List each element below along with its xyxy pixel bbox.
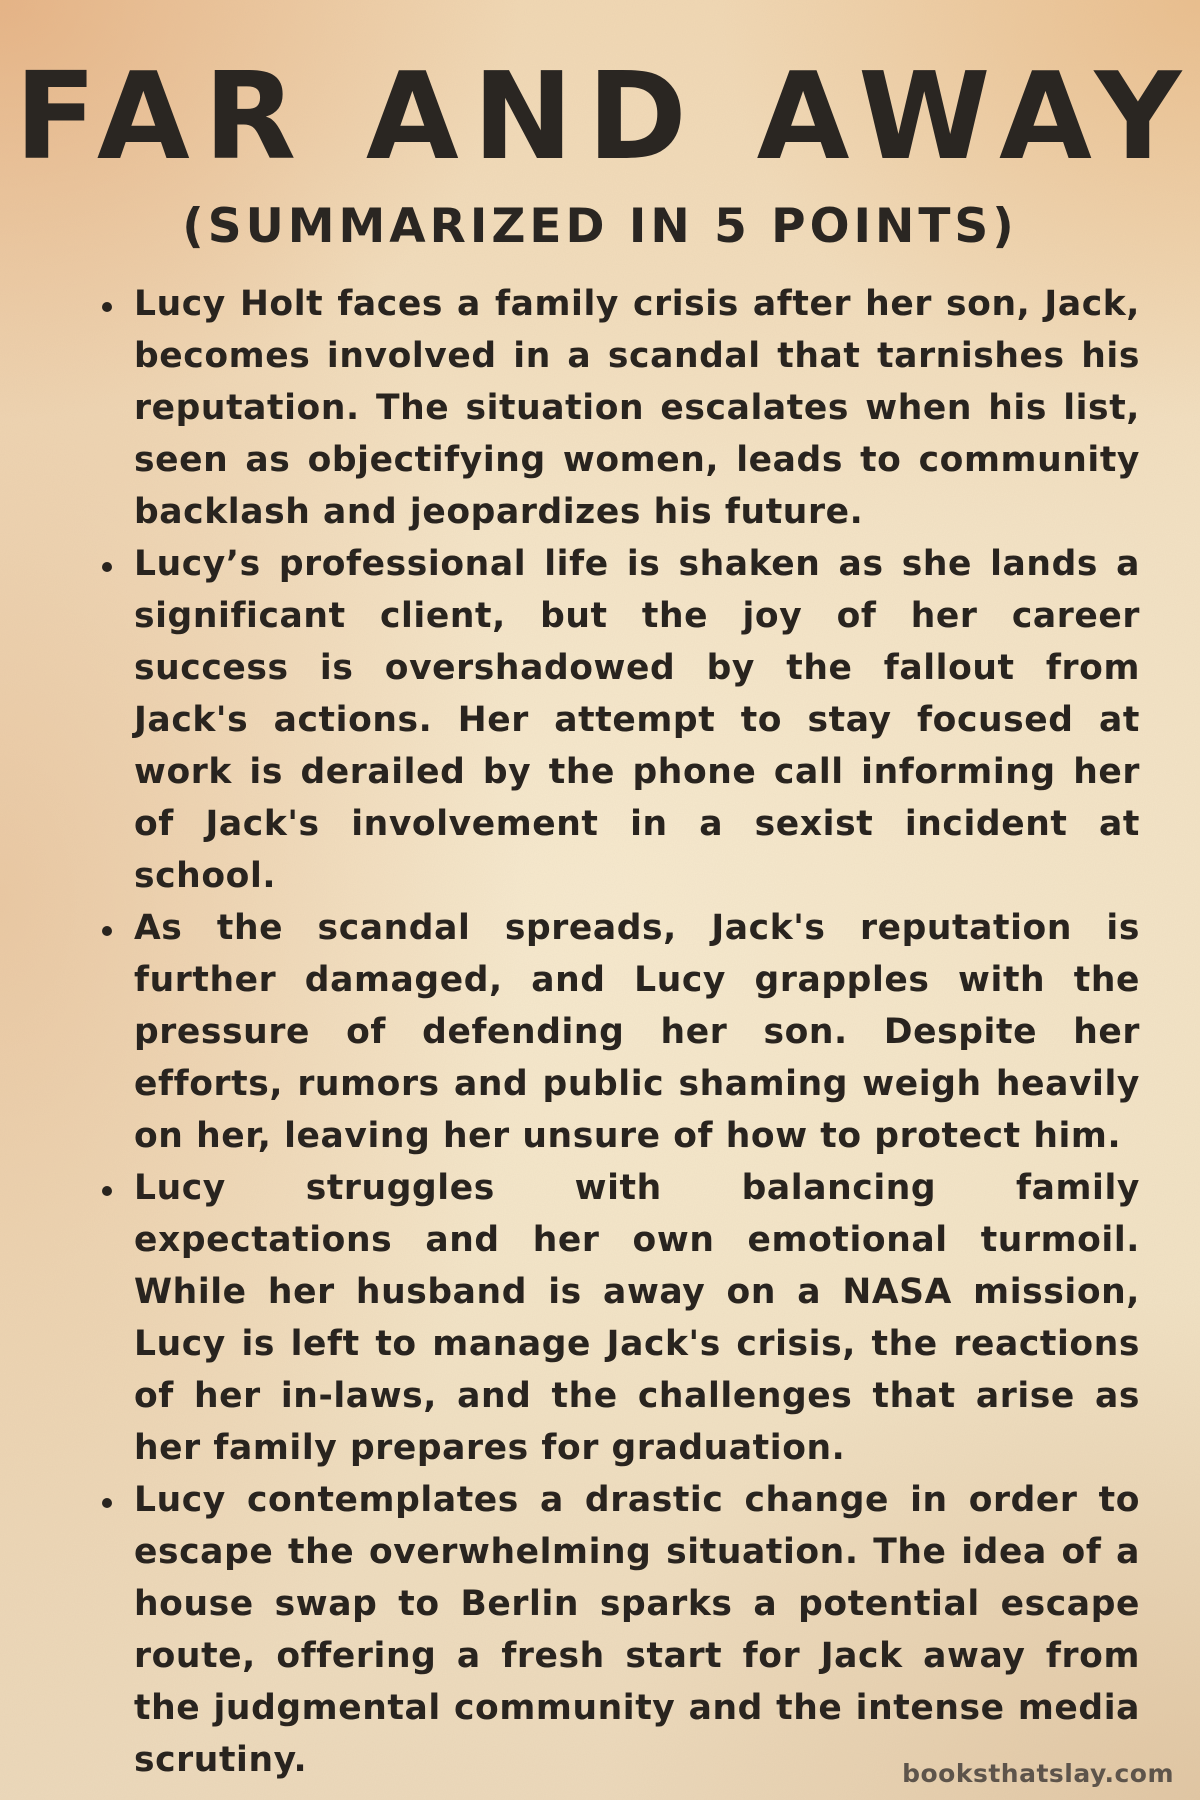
summary-point-2: Lucy’s professional life is shaken as she lands a significant client, but the joy of her career success is overshadowed by the fallout from Jack's actions. Her attempt to stay focused at work is derailed by the phone call informing her of Jack's involvement in a sexist incident at school. <box>100 538 1140 902</box>
website-credit: booksthatslay.com <box>902 1759 1174 1788</box>
summary-points-list <box>100 278 1140 1786</box>
summary-subtitle: (SUMMARIZED IN 5 POINTS) <box>182 199 1018 254</box>
summary-point-4: Lucy struggles with balancing family expectations and her own emotional turmoil. While her husband is away on a NASA mission, Lucy is left to manage Jack's crisis, the reactions of her in-laws, and the challenges that arise as her family prepares for graduation. <box>100 1162 1140 1474</box>
summary-point-1: Lucy Holt faces a family crisis after her son, Jack, becomes involved in a scandal that tarnishes his reputation. The situation escalates when his list, seen as objectifying women, leads to community backlash and jeopardizes his future. <box>100 278 1140 538</box>
summary-point-5: Lucy contemplates a drastic change in order to escape the overwhelming situation. The idea of a house swap to Berlin sparks a potential escape route, offering a fresh start for Jack away from the judgmental community and the intense media scrutiny. <box>100 1474 1140 1786</box>
book-title: FAR AND AWAY <box>14 48 1196 187</box>
summary-point-3: As the scandal spreads, Jack's reputation is further damaged, and Lucy grapples with the pressure of defending her son. Despite her efforts, rumors and public shaming weigh heavily on her, leaving her unsure of how to protect him. <box>100 902 1140 1162</box>
